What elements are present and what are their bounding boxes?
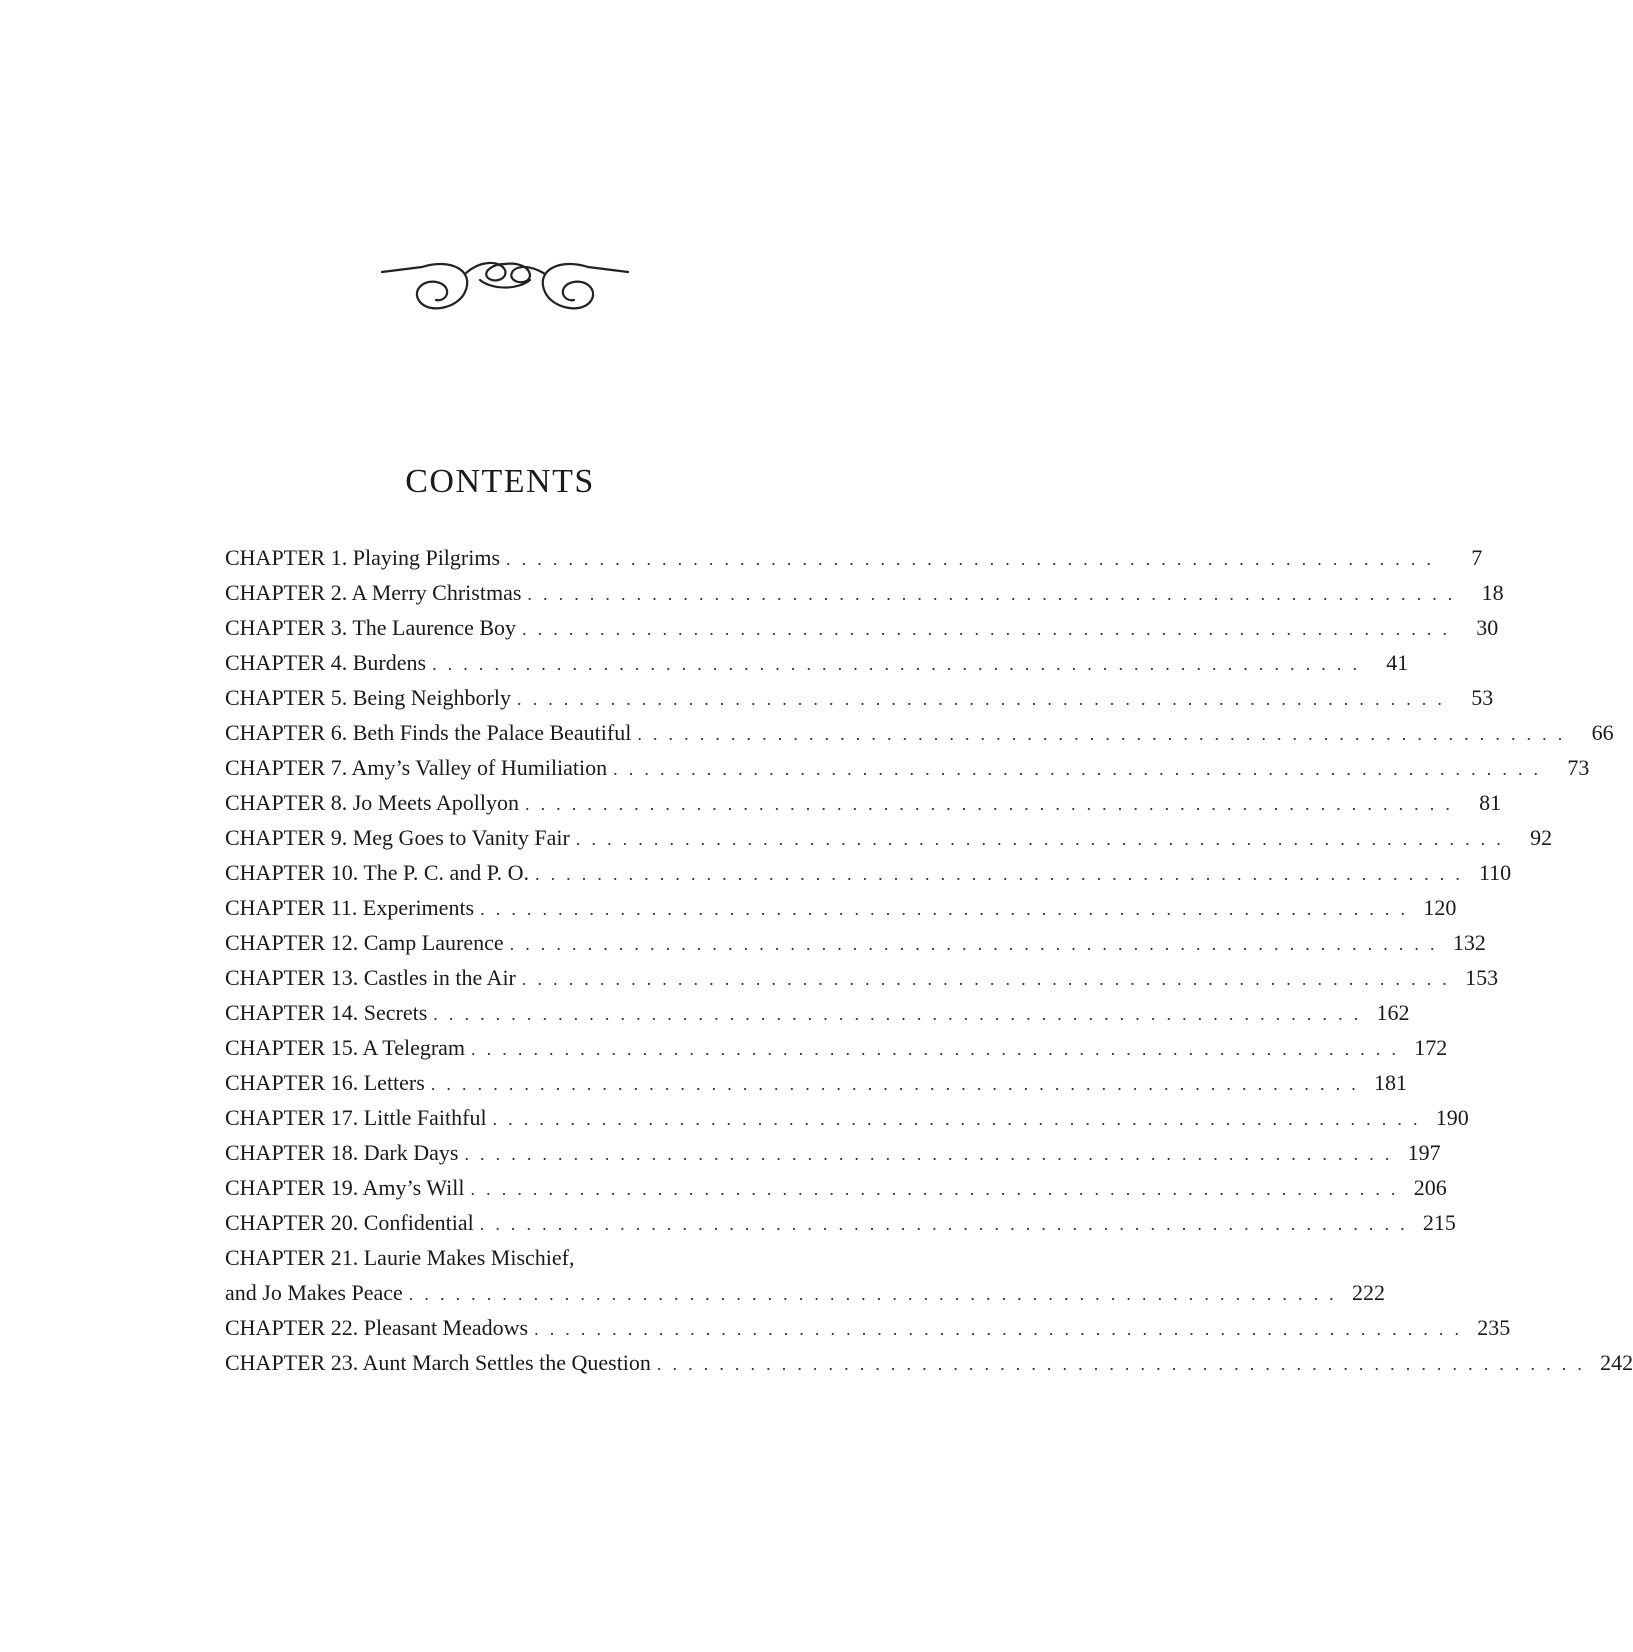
dot-leader: . . . . . . . . . . . . . . . . . . . . . . . . . . . . . . . . . . . . . . . . . . . . . . . . . . . . . . . . . . . . [470, 1179, 1399, 1199]
toc-entry [225, 1030, 1448, 1065]
toc-entry [225, 1275, 1385, 1310]
toc-entry [225, 1310, 1511, 1345]
toc-page-number: 18 [1481, 580, 1504, 605]
toc-page-number: 66 [1591, 720, 1614, 745]
toc-entry-title: CHAPTER 9. Meg Goes to Vanity Fair [225, 825, 570, 850]
dot-leader: . . . . . . . . . . . . . . . . . . . . . . . . . . . . . . . . . . . . . . . . . . . . . . . . . . . . . . . . . . . . [613, 759, 1542, 779]
toc-entry [225, 680, 1494, 715]
dot-leader: . . . . . . . . . . . . . . . . . . . . . . . . . . . . . . . . . . . . . . . . . . . . . . . . . . . . . . . . . . . . [433, 1004, 1362, 1024]
toc-page-number: 81 [1479, 790, 1502, 815]
toc-entry [225, 750, 1590, 785]
dot-leader: . . . . . . . . . . . . . . . . . . . . . . . . . . . . . . . . . . . . . . . . . . . . . . . . . . . . . . . . . . . . [479, 1214, 1408, 1234]
toc-page-number: 7 [1471, 545, 1483, 570]
dot-leader: . . . . . . . . . . . . . . . . . . . . . . . . . . . . . . . . . . . . . . . . . . . . . . . . . . . . . . . . . . . . [408, 1284, 1337, 1304]
toc-page-number: 206 [1413, 1175, 1447, 1200]
toc-entry-title: CHAPTER 19. Amy’s Will [225, 1175, 465, 1200]
toc-entry-title: CHAPTER 4. Burdens [225, 650, 427, 675]
dot-leader: . . . . . . . . . . . . . . . . . . . . . . . . . . . . . . . . . . . . . . . . . . . . . . . . . . . . . . . . . . . . [471, 1039, 1400, 1059]
dot-leader: . . . . . . . . . . . . . . . . . . . . . . . . . . . . . . . . . . . . . . . . . . . . . . . . . . . . . . . . . . . . [575, 829, 1505, 849]
toc-entry [225, 540, 1483, 575]
toc-page-number: 197 [1407, 1140, 1441, 1165]
dot-leader: . . . . . . . . . . . . . . . . . . . . . . . . . . . . . . . . . . . . . . . . . . . . . . . . . . . . . . . . . . . . [430, 1074, 1360, 1094]
toc-entry [225, 1135, 1441, 1170]
toc-entry-title: CHAPTER 20. Confidential [225, 1210, 474, 1235]
toc-page-number: 73 [1567, 755, 1590, 780]
dot-leader: . . . . . . . . . . . . . . . . . . . . . . . . . . . . . . . . . . . . . . . . . . . . . . . . . . . . . . . . . . . . [517, 689, 1446, 709]
toc-page-number: 110 [1478, 860, 1512, 885]
toc-entry-title: CHAPTER 21. Laurie Makes Mischief, [225, 1245, 575, 1270]
toc-entry [225, 1240, 785, 1275]
toc-entry [225, 785, 1502, 820]
toc-entry-title: CHAPTER 22. Pleasant Meadows [225, 1315, 529, 1340]
dot-leader: . . . . . . . . . . . . . . . . . . . . . . . . . . . . . . . . . . . . . . . . . . . . . . . . . . . . . . . . . . . . [656, 1354, 1586, 1374]
toc-entry [225, 1100, 1469, 1135]
toc-entry-title: CHAPTER 3. The Laurence Boy [225, 615, 517, 640]
toc-entry-title: CHAPTER 5. Being Neighborly [225, 685, 511, 710]
toc-page-number: 242 [1600, 1350, 1633, 1375]
dot-leader: . . . . . . . . . . . . . . . . . . . . . . . . . . . . . . . . . . . . . . . . . . . . . . . . . . . . . . . . . . . . [432, 654, 1361, 674]
toc-page-number: 30 [1476, 615, 1499, 640]
toc-entry-title: CHAPTER 8. Jo Meets Apollyon [225, 790, 519, 815]
toc-entry-title: CHAPTER 10. The P. C. and P. O. [225, 860, 529, 885]
dot-leader: . . . . . . . . . . . . . . . . . . . . . . . . . . . . . . . . . . . . . . . . . . . . . . . . . . . . . . . . . . . . [492, 1109, 1421, 1129]
dot-leader: . . . . . . . . . . . . . . . . . . . . . . . . . . . . . . . . . . . . . . . . . . . . . . . . . . . . . . . . . . . . [464, 1144, 1393, 1164]
table-of-contents [225, 540, 1633, 1380]
toc-entry-title: CHAPTER 15. A Telegram [225, 1035, 466, 1060]
toc-page-number: 172 [1414, 1035, 1448, 1060]
dot-leader: . . . . . . . . . . . . . . . . . . . . . . . . . . . . . . . . . . . . . . . . . . . . . . . . . . . . . . . . . . . . [521, 969, 1451, 989]
toc-page-number: 215 [1422, 1210, 1456, 1235]
toc-page-number: 235 [1477, 1315, 1511, 1340]
toc-page-number: 92 [1530, 825, 1553, 850]
toc-page-number: 153 [1465, 965, 1499, 990]
toc-page-number: 181 [1374, 1070, 1408, 1095]
toc-entry [225, 1170, 1447, 1205]
dot-leader: . . . . . . . . . . . . . . . . . . . . . . . . . . . . . . . . . . . . . . . . . . . . . . . . . . . . . . . . . . . . [637, 724, 1566, 744]
toc-entry [225, 610, 1499, 645]
toc-entry [225, 715, 1614, 750]
toc-entry [225, 820, 1553, 855]
toc-entry-title: CHAPTER 16. Letters [225, 1070, 425, 1095]
toc-entry [225, 1345, 1633, 1380]
toc-entry [225, 575, 1504, 610]
toc-entry-title: CHAPTER 7. Amy’s Valley of Humiliation [225, 755, 608, 780]
toc-entry-title: CHAPTER 14. Secrets [225, 1000, 428, 1025]
toc-entry [225, 855, 1512, 890]
dot-leader: . . . . . . . . . . . . . . . . . . . . . . . . . . . . . . . . . . . . . . . . . . . . . . . . . . . . . . . . . . . . [527, 584, 1456, 604]
toc-entry-title: and Jo Makes Peace [225, 1280, 403, 1305]
toc-page-number: 120 [1423, 895, 1457, 920]
toc-entry [225, 995, 1410, 1030]
toc-entry-title: CHAPTER 13. Castles in the Air [225, 965, 516, 990]
toc-entry-title: CHAPTER 18. Dark Days [225, 1140, 459, 1165]
scroll-flourish-icon [380, 250, 630, 330]
dot-leader: . . . . . . . . . . . . . . . . . . . . . . . . . . . . . . . . . . . . . . . . . . . . . . . . . . . . . . . . . . . . [534, 864, 1464, 884]
toc-page-number: 222 [1351, 1280, 1385, 1305]
toc-page-number: 53 [1471, 685, 1494, 710]
toc-page-number: 162 [1376, 1000, 1410, 1025]
toc-entry-title: CHAPTER 17. Little Faithful [225, 1105, 487, 1130]
dot-leader: . . . . . . . . . . . . . . . . . . . . . . . . . . . . . . . . . . . . . . . . . . . . . . . . . . . . . . . . . . . . [522, 619, 1451, 639]
toc-entry-title: CHAPTER 1. Playing Pilgrims [225, 545, 501, 570]
toc-entry-title: CHAPTER 23. Aunt March Settles the Question [225, 1350, 651, 1375]
dot-leader: . . . . . . . . . . . . . . . . . . . . . . . . . . . . . . . . . . . . . . . . . . . . . . . . . . . . . . . . . . . . [509, 934, 1438, 954]
toc-entry [225, 1065, 1408, 1100]
toc-entry [225, 925, 1486, 960]
toc-entry [225, 645, 1409, 680]
dot-leader: . . . . . . . . . . . . . . . . . . . . . . . . . . . . . . . . . . . . . . . . . . . . . . . . . . . . . . . . . . . . [524, 794, 1454, 814]
dot-leader: . . . . . . . . . . . . . . . . . . . . . . . . . . . . . . . . . . . . . . . . . . . . . . . . . . . . . . . . . . . . [534, 1319, 1463, 1339]
toc-entry [225, 1205, 1456, 1240]
toc-page-number: 132 [1452, 930, 1486, 955]
toc-entry-title: CHAPTER 12. Camp Laurence [225, 930, 504, 955]
toc-entry-title: CHAPTER 2. A Merry Christmas [225, 580, 522, 605]
toc-entry-title: CHAPTER 11. Experiments [225, 895, 475, 920]
dot-leader: . . . . . . . . . . . . . . . . . . . . . . . . . . . . . . . . . . . . . . . . . . . . . . . . . . . . . . . . . . . . [506, 549, 1435, 569]
toc-entry [225, 960, 1499, 995]
toc-entry-title: CHAPTER 6. Beth Finds the Palace Beautiful [225, 720, 632, 745]
dot-leader: . . . . . . . . . . . . . . . . . . . . . . . . . . . . . . . . . . . . . . . . . . . . . . . . . . . . . . . . . . . . [480, 899, 1409, 919]
toc-entry [225, 890, 1457, 925]
page-title: CONTENTS [405, 463, 595, 500]
toc-page-number: 41 [1386, 650, 1409, 675]
toc-page-number: 190 [1435, 1105, 1469, 1130]
